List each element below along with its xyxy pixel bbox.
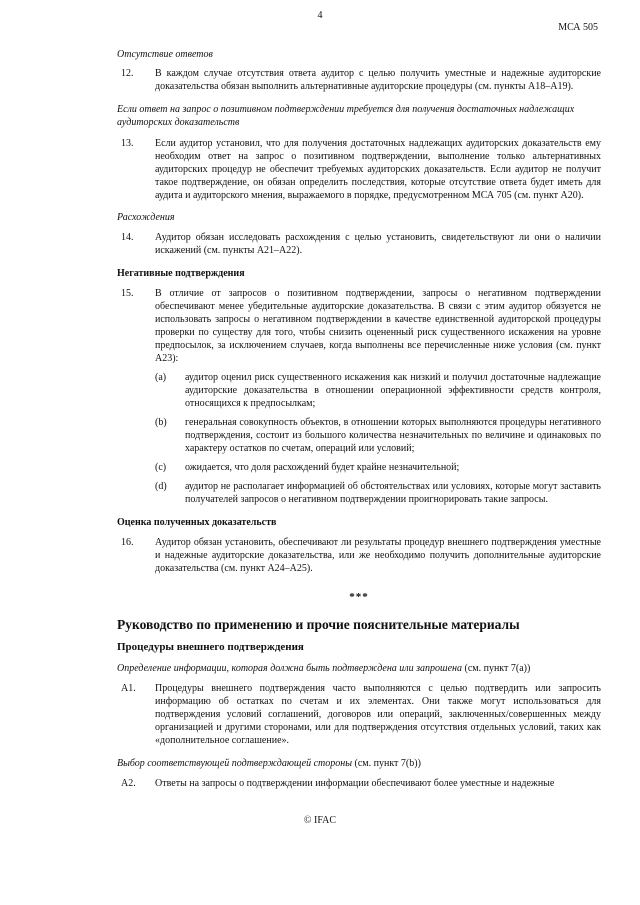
paragraph-number: 15.: [121, 288, 134, 299]
paragraph-16: [117, 536, 601, 575]
section-divider: ***: [349, 591, 369, 603]
guidance-heading: Руководство по применению и прочие пояснительные материалы: [117, 617, 520, 632]
document-code: МСА 505: [558, 22, 598, 33]
subheading-reference: (см. пункт 7(a)): [462, 663, 531, 674]
paragraph-12: [117, 67, 601, 93]
paragraph-number: 14.: [121, 232, 134, 243]
list-item-label: (c): [155, 462, 167, 473]
paragraph-text: Если аудитор установил, что для получения достаточных надлежащих аудиторских доказательств ему необходим ответ на запрос о позитивном подтверждении, выполнение только альтернативных аудиторских процедур не обеспечит требуемых аудиторских доказательств. Если аудитор не получит такое подтверждение, он обязан определить последствия, которые отсутствие ответа будет иметь для аудита и аудиторского мнения, выражаемого в порядке, предусмотренном МСА 705 (см. пункт А20).: [155, 138, 601, 201]
list-item-text: аудитор оценил риск существенного искажения как низкий и получил достаточные надлежащие аудиторские доказательства в отношении операционной эффективности средств контроля, относящихся к предпосылкам;: [185, 372, 601, 409]
paragraph-number: 12.: [121, 68, 134, 79]
paragraph-a1: [117, 682, 601, 747]
paragraph-text: Ответы на запросы о подтверждении информации обеспечивают более уместные и надежные: [155, 778, 555, 789]
list-item-label: (b): [155, 417, 167, 428]
paragraph-number: А2.: [121, 778, 136, 789]
list-item: [155, 371, 601, 410]
subheading-italic: Определение информации, которая должна быть подтверждена или запрошена: [117, 663, 462, 674]
list-item-label: (a): [155, 372, 167, 383]
list-item-text: генеральная совокупность объектов, в отношении которых выполняются процедуры негативного подтверждения, состоит из большого количества незначительных по величине и одинаковых по характеру остатков по счетам, операций или условий;: [185, 417, 601, 454]
heading-discrepancies: Расхождения: [117, 212, 175, 223]
definition-subheading: [117, 662, 601, 675]
heading-positive-confirmation: Если ответ на запрос о позитивном подтверждении требуется для получения достаточных надлежащих аудиторских доказательств: [117, 104, 575, 128]
list-item-text: ожидается, что доля расхождений будет крайне незначительной;: [185, 462, 460, 473]
document-body: [117, 48, 601, 790]
paragraph-body: [155, 287, 601, 506]
subheading-italic: Выбор соответствующей подтверждающей стороны: [117, 758, 353, 769]
list-item: [155, 461, 601, 474]
heading-no-responses: Отсутствие ответов: [117, 49, 213, 60]
paragraph-number: 16.: [121, 537, 134, 548]
paragraph-13: [117, 137, 601, 202]
page-number: 4: [317, 10, 323, 21]
list-item: [155, 480, 601, 506]
list-item-text: аудитор не располагает информацией об обстоятельствах или условиях, которые могут заставить получателей запросов о негативном подтверждении проигнорировать такие запросы.: [185, 481, 601, 505]
list-item-label: (d): [155, 481, 167, 492]
paragraph-text: В отличие от запросов о позитивном подтверждении, запросы о негативном подтверждении обеспечивают менее убедительные аудиторские доказательства. В связи с этим аудитор обязуется не использовать запросы о негативном подтверждении в качестве единственной аудиторской процедуры проверки по существу для того, чтобы снизить оцененный риск существенного искажения на уровне предпосылок, за исключением случаев, когда выполнены все перечисленные ниже условия (см. пункт А23):: [155, 288, 601, 364]
paragraph-number: 13.: [121, 138, 134, 149]
paragraph-text: В каждом случае отсутствия ответа аудитор с целью получить уместные и надежные аудиторские доказательства обязан выполнить альтернативные аудиторские процедуры (см. пункты А18–А19).: [155, 68, 601, 92]
paragraph-text: Процедуры внешнего подтверждения часто выполняются с целью подтвердить или запросить информацию об остатках по счетам и их элементах. Они также могут использоваться для подтверждения условий соглашений, договоров или операций, заключенных/совершенных между организацией и другими сторонами, или для подтверждения отсутствия отдельных условий, таких как «дополнительное соглашение».: [155, 683, 601, 746]
subheading-reference: (см. пункт 7(b)): [352, 758, 421, 769]
paragraph-a2: [117, 777, 601, 790]
heading-negative-confirmations: Негативные подтверждения: [117, 268, 245, 279]
paragraph-text: Аудитор обязан исследовать расхождения с целью установить, свидетельствуют ли они о наличии искажений (см. пункты А21–А22).: [155, 232, 601, 256]
list-item: [155, 416, 601, 455]
external-confirmation-heading: Процедуры внешнего подтверждения: [117, 641, 304, 653]
heading-evaluating-evidence: Оценка полученных доказательств: [117, 517, 277, 528]
paragraph-number: А1.: [121, 683, 136, 694]
paragraph-text: Аудитор обязан установить, обеспечивают ли результаты процедур внешнего подтверждения уместные и надежные аудиторские доказательства, или же необходимо получить дополнительные аудиторские доказательства (см. пункт А24–А25).: [155, 537, 601, 574]
conditions-list: [155, 371, 601, 506]
page-footer-copyright: © IFAC: [303, 815, 337, 826]
paragraph-15: [117, 287, 601, 506]
selection-subheading: [117, 757, 601, 770]
paragraph-14: [117, 231, 601, 257]
